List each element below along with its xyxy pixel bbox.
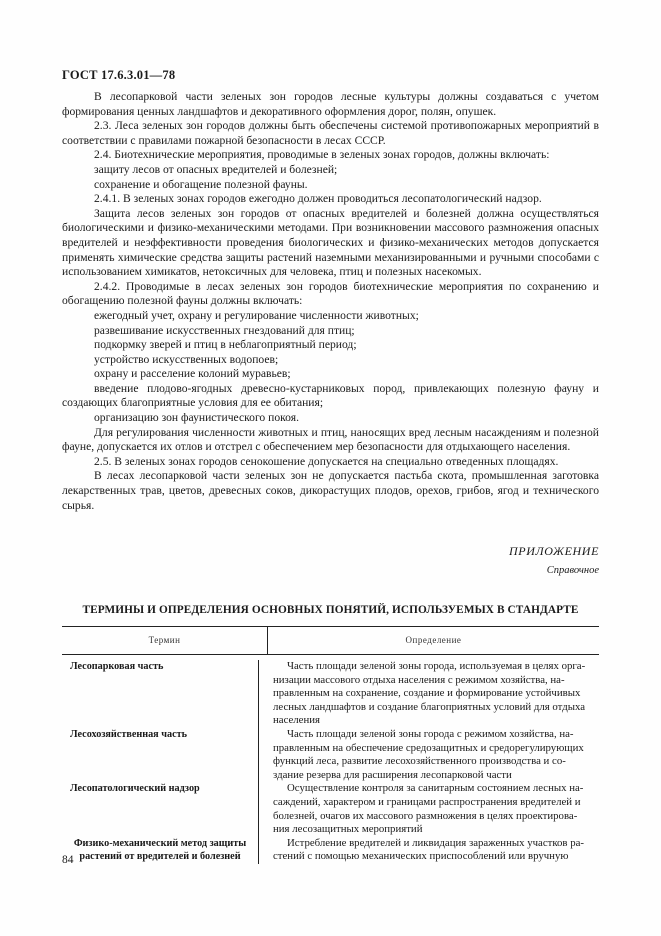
paragraph: охрану и расселение колоний муравьев; xyxy=(94,367,291,381)
definition-cell xyxy=(259,837,599,864)
body-text xyxy=(62,90,599,513)
paragraph: организацию зон фаунистического покоя. xyxy=(94,411,299,425)
definition-line: функций леса, развитие лесохозяйственного производства и со- xyxy=(273,755,566,768)
paragraph: В лесопарковой части зеленых зон городов лесные культуры должны создаваться с учетом формирования ценных ландшафтов и декоративного оформления дорог, полян, опушек. xyxy=(62,90,599,118)
definition-line: Часть площади зеленой зоны города с режимом хозяйства, на- xyxy=(287,727,574,740)
document-header: ГОСТ 17.6.3.01—78 xyxy=(62,68,176,82)
definition-line: населения xyxy=(273,714,320,727)
paragraph: В лесах лесопарковой части зеленых зон не допускается пастьба скота, промышленная заготовка лекарственных трав, цветов, древесных соков, дикорастущих плодов, орехов, грибов, ягод и технического сырья. xyxy=(62,469,599,512)
paragraph: Защита лесов зеленых зон городов от опасных вредителей и болезней должна осуществляться биологическими и физико-механическими методами. При возникновении массового размножения опасных вредителей и неэффективности проведения биологических и физико-механических методов допускается применять химические средства защиты растений наземными механизированными и ручными способами с использованием химикатов, нетоксичных для человека, птиц и полезных насекомых. xyxy=(62,206,599,279)
definition-cell xyxy=(259,660,599,728)
table-body xyxy=(62,655,599,864)
paragraph: 2.3. Леса зеленых зон городов должны быть обеспечены системой противопожарных мероприятий в соответствии с правилами пожарной безопасности в лесах СССР. xyxy=(62,119,599,147)
definition-line: лесных ландшафтов и создание благоприятных условий для отдыха xyxy=(273,700,586,713)
table-row xyxy=(62,837,599,864)
paragraph: Для регулирования численности животных и птиц, наносящих вред лесным насаждениям и полезной фауне, допускается их отлов и отстрел с обеспечением мер безопасности для отдыхающего населения. xyxy=(62,425,599,454)
term-cell: Лесохозяйственная часть xyxy=(62,728,259,782)
header-definition: Определение xyxy=(405,634,462,645)
definition-line: правленным на сохранение, создание и формирование устойчивых xyxy=(273,687,581,700)
paragraph: подкормку зверей и птиц в неблагоприятный период; xyxy=(94,338,357,352)
paragraph: 2.4.2. Проводимые в лесах зеленых зон городов биотехнические мероприятия по сохранению и обогащению полезной фауны должны включать: xyxy=(62,279,599,308)
paragraph: введение плодово-ягодных древесно-кустарниковых пород, привлекающих полезную фауну и создающих благоприятные условия для ее обитания; xyxy=(62,381,599,410)
header-term: Термин xyxy=(62,627,268,654)
definition-line: ния лесозащитных мероприятий xyxy=(273,823,423,836)
appendix-label xyxy=(509,544,599,576)
section-title: ТЕРМИНЫ И ОПРЕДЕЛЕНИЯ ОСНОВНЫХ ПОНЯТИЙ, ИСПОЛЬЗУЕМЫХ В СТАНДАРТЕ xyxy=(82,604,579,616)
definition-line: низации массового отдыха населения с режимом хозяйства, на- xyxy=(273,673,565,686)
paragraph: устройство искусственных водопоев; xyxy=(94,352,279,366)
definition-line: Истребление вредителей и ликвидация зараженных участков ра- xyxy=(287,836,585,849)
paragraph: 2.5. В зеленых зонах городов сенокошение допускается на специально отведенных площадях. xyxy=(94,454,559,468)
page-number: 84 xyxy=(62,854,74,866)
definition-line: болезней, очагов их массового размножения в целях проектирова- xyxy=(273,809,578,822)
definition-line: правленным на обеспечение средозащитных и средорегулирующих xyxy=(273,741,584,754)
definition-line: Часть площади зеленой зоны города, используемая в целях орга- xyxy=(287,660,586,672)
paragraph: развешивание искусственных гнездований для птиц; xyxy=(94,323,355,337)
definition-line: Осуществление контроля за санитарным состоянием лесных на- xyxy=(287,782,584,795)
definition-line: стений с помощью механических приспособлений или вручную xyxy=(273,850,569,863)
definition-cell xyxy=(259,728,599,782)
paragraph: сохранение и обогащение полезной фауны. xyxy=(94,177,308,191)
appendix-subtitle: Справочное xyxy=(546,565,599,576)
terms-table xyxy=(62,626,599,864)
table-row xyxy=(62,782,599,836)
term-cell: Лесопарковая часть xyxy=(62,660,259,728)
appendix-title: ПРИЛОЖЕНИЕ xyxy=(509,544,599,558)
paragraph: ежегодный учет, охрану и регулирование численности животных; xyxy=(94,308,419,322)
paragraph: защиту лесов от опасных вредителей и болезней; xyxy=(94,162,338,176)
table-row xyxy=(62,728,599,782)
term-cell: Физико-механический метод защиты растений от вредителей и болезней xyxy=(62,837,259,864)
table-row xyxy=(62,660,599,728)
definition-line: саждений, характером и границами распространения вредителей и xyxy=(273,795,581,808)
term-cell: Лесопатологический надзор xyxy=(62,782,259,836)
paragraph: 2.4. Биотехнические мероприятия, проводимые в зеленых зонах городов, должны включать: xyxy=(94,148,550,162)
paragraph: 2.4.1. В зеленых зонах городов ежегодно должен проводиться лесопатологический надзор. xyxy=(94,192,542,206)
table-header xyxy=(62,627,599,655)
definition-line: здание резерва для расширения лесопарковой части xyxy=(273,768,512,781)
definition-cell xyxy=(259,782,599,836)
